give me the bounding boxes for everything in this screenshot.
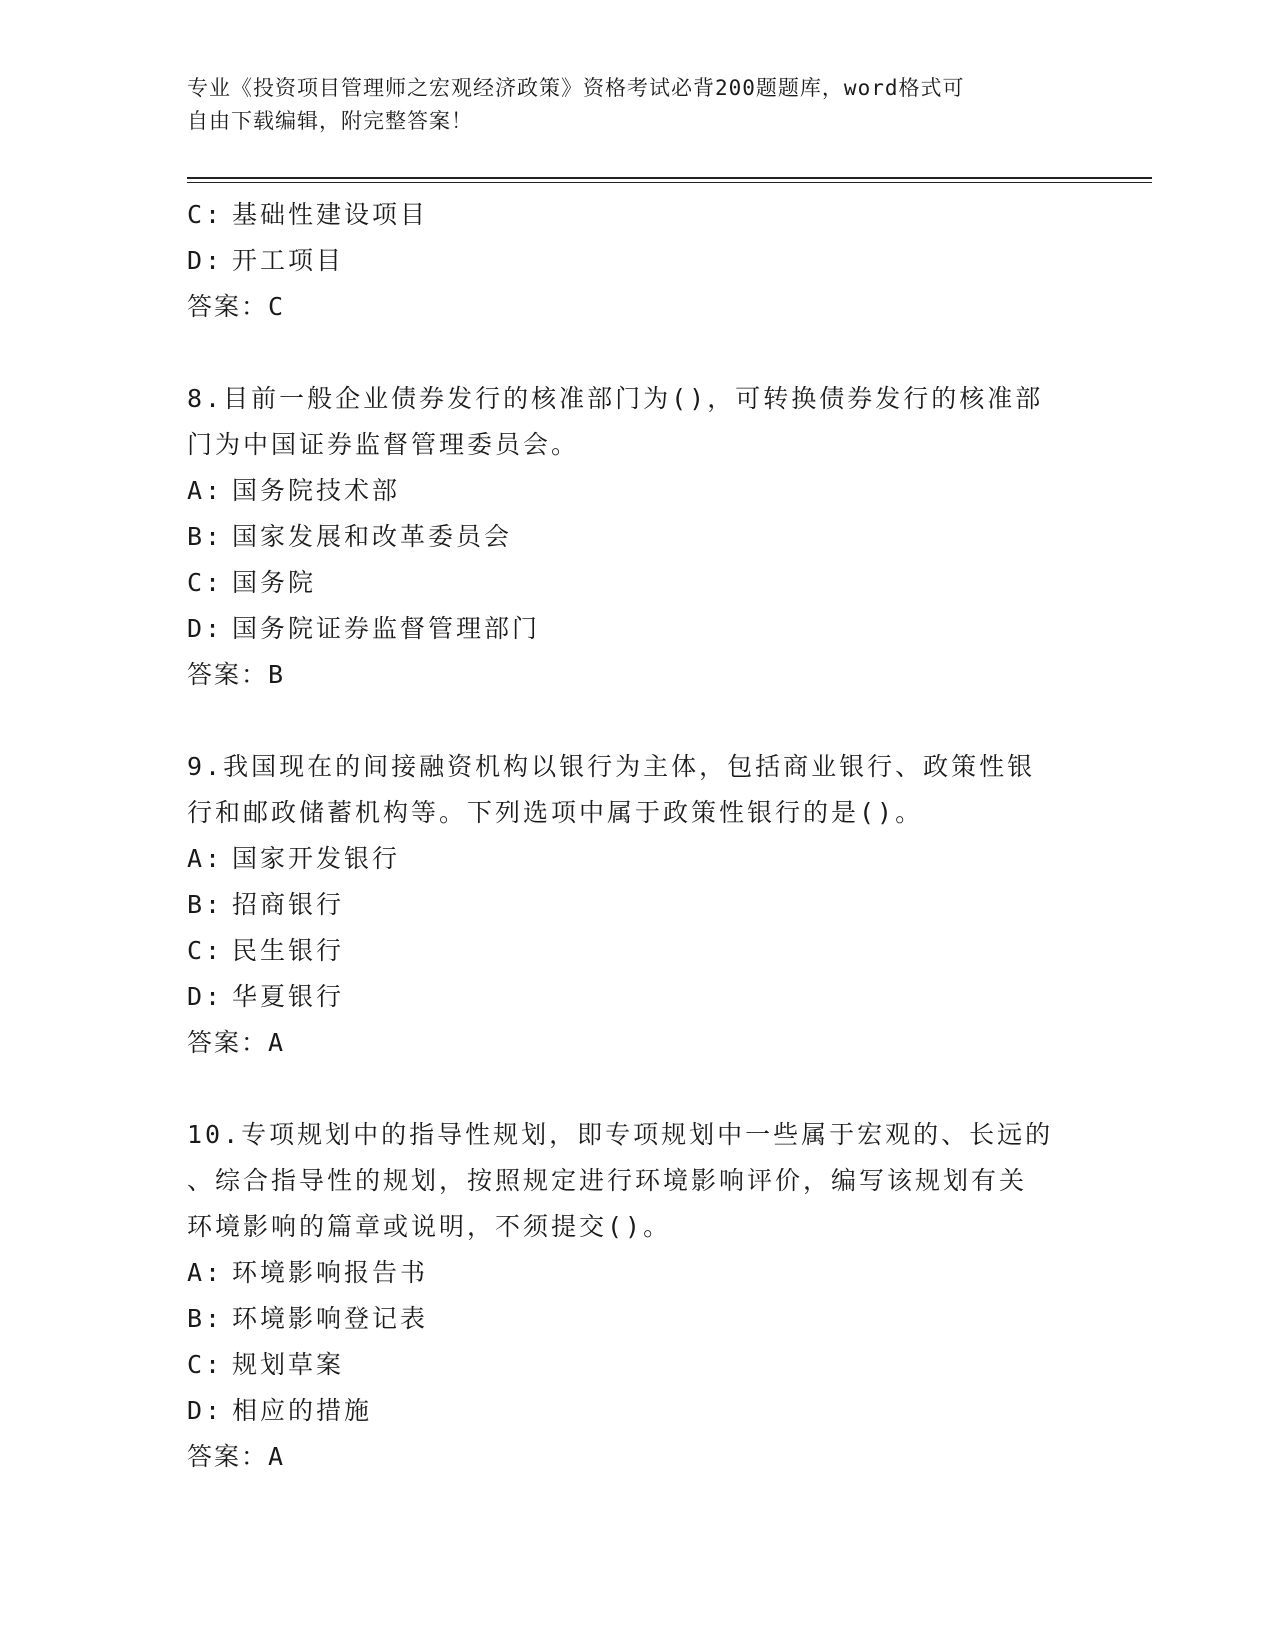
document-header (187, 72, 1067, 138)
option-text: 华夏银行 (232, 982, 345, 1011)
option-text: 环境影响报告书 (232, 1258, 429, 1287)
answer-value: A (268, 1028, 286, 1057)
option-key: A: (187, 1258, 224, 1287)
document-body (187, 192, 1077, 1480)
option-d (187, 1388, 1077, 1434)
option-text: 国务院技术部 (232, 476, 401, 505)
option-c (187, 192, 1077, 238)
option-text: 国务院证券监督管理部门 (232, 614, 541, 643)
option-key: D: (187, 1396, 224, 1425)
option-text: 国家发展和改革委员会 (232, 522, 513, 551)
option-text: 国务院 (232, 568, 317, 597)
header-line-1: 专业《投资项目管理师之宏观经济政策》资格考试必背200题题库，word格式可 (187, 76, 965, 100)
option-key: C: (187, 568, 224, 597)
option-key: B: (187, 1304, 224, 1333)
option-key: C: (187, 1350, 224, 1379)
question-text-line: 10.专项规划中的指导性规划，即专项规划中一些属于宏观的、长远的 (187, 1120, 1054, 1149)
option-key: B: (187, 890, 224, 919)
option-a (187, 836, 1077, 882)
option-c (187, 1342, 1077, 1388)
option-key: A: (187, 476, 224, 505)
question-text-line: 门为中国证券监督管理委员会。 (187, 430, 580, 459)
question-text-line: 环境影响的篇章或说明，不须提交()。 (187, 1212, 672, 1241)
question-8 (187, 376, 1077, 698)
option-b (187, 882, 1077, 928)
header-line-2: 自由下载编辑，附完整答案！ (187, 109, 473, 133)
answer-line (187, 1020, 1077, 1066)
option-text: 相应的措施 (232, 1396, 373, 1425)
answer-label: 答案： (187, 660, 269, 689)
answer-value: A (268, 1442, 286, 1471)
option-a (187, 1250, 1077, 1296)
option-key: C: (187, 200, 224, 229)
question-text-line: 行和邮政储蓄机构等。下列选项中属于政策性银行的是()。 (187, 798, 924, 827)
answer-line (187, 1434, 1077, 1480)
option-key: D: (187, 246, 224, 275)
header-rule-thin (187, 182, 1152, 183)
option-key: A: (187, 844, 224, 873)
question-text-line: 8.目前一般企业债券发行的核准部门为()，可转换债券发行的核准部 (187, 384, 1044, 413)
option-d (187, 238, 1077, 284)
answer-label: 答案： (187, 1028, 269, 1057)
option-key: D: (187, 982, 224, 1011)
option-text: 规划草案 (232, 1350, 345, 1379)
answer-value: C (268, 292, 286, 321)
option-text: 环境影响登记表 (232, 1304, 429, 1333)
option-b (187, 1296, 1077, 1342)
option-d (187, 606, 1077, 652)
question-10 (187, 1112, 1077, 1480)
question-9 (187, 744, 1077, 1066)
option-c (187, 560, 1077, 606)
answer-label: 答案： (187, 292, 269, 321)
option-text: 招商银行 (232, 890, 345, 919)
option-key: C: (187, 936, 224, 965)
option-text: 基础性建设项目 (232, 200, 429, 229)
option-d (187, 974, 1077, 1020)
answer-line (187, 652, 1077, 698)
header-rule-thick (187, 177, 1152, 179)
option-b (187, 514, 1077, 560)
question-text-line: 9.我国现在的间接融资机构以银行为主体，包括商业银行、政策性银 (187, 752, 1036, 781)
prev-question-tail (187, 192, 1077, 330)
option-key: D: (187, 614, 224, 643)
question-text-line: 、综合指导性的规划，按照规定进行环境影响评价，编写该规划有关 (187, 1166, 1028, 1195)
option-text: 国家开发银行 (232, 844, 401, 873)
option-c (187, 928, 1077, 974)
answer-label: 答案： (187, 1442, 269, 1471)
answer-value: B (268, 660, 286, 689)
option-key: B: (187, 522, 224, 551)
option-a (187, 468, 1077, 514)
answer-line (187, 284, 1077, 330)
option-text: 开工项目 (232, 246, 345, 275)
option-text: 民生银行 (232, 936, 345, 965)
